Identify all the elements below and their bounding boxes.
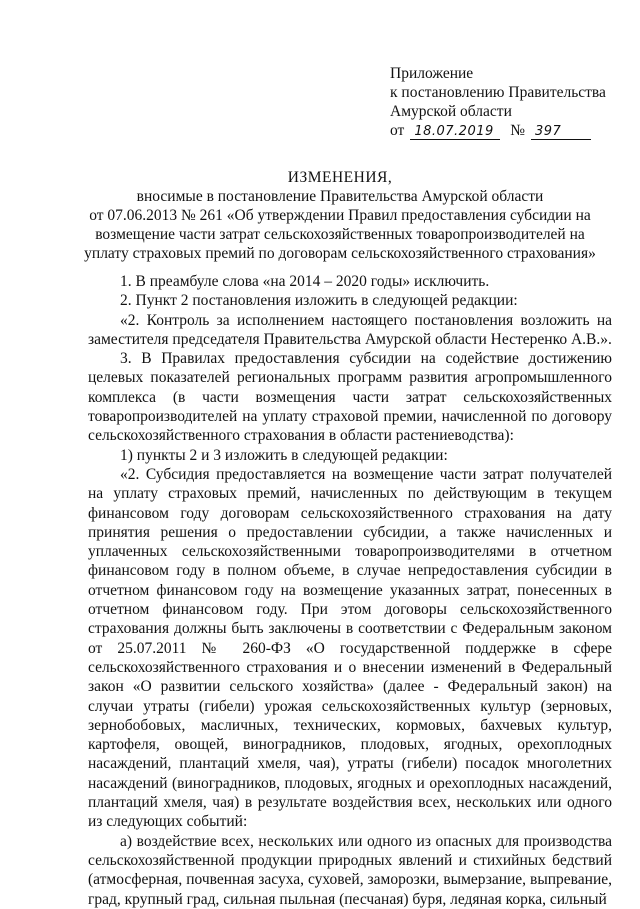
title-line-4: уплату страховых премий по договорам сельскохозяйственного страхования»	[84, 245, 596, 262]
paragraph-3: «2. Контроль за исполнением настоящего постановления возложить на заместителя председателя Правительства Амурской области Нестеренко А.В.».	[88, 311, 612, 348]
paragraph-5: 1) пункты 2 и 3 изложить в следующей редакции:	[120, 446, 448, 464]
appendix-reference: к постановлению Правительства	[390, 84, 606, 101]
from-label: от	[390, 122, 405, 139]
paragraph-7: а) воздействие всех, нескольких или одного из опасных для производства сельскохозяйственной продукции природных явлений и стихийных бедствий (атмосферная, почвенная засуха, суховей, заморозки, вымерзание, выпревание, град, крупный град, сильная пыльная (песчаная) буря, ледяная корка, сильный	[88, 832, 612, 908]
paragraph-2: 2. Пункт 2 постановления изложить в следующей редакции:	[120, 292, 518, 310]
appendix-region: Амурской области	[390, 103, 512, 120]
handwritten-date: 18.07.2019	[410, 125, 500, 140]
paragraph-6: «2. Субсидия предоставляется на возмещение части затрат получателей на уплату страховых премий, начисленных по действующим в текущем финансовом году договорам сельскохозяйственного страхования на дату принятия решения о предоставлении субсидии, а также начисленных и уплаченных сельскохозяйственными товаропроизводителями в отчетном финансовом году в полном объеме, в случае непредоставления субсидии в отчетном финансовом году на возмещение указанных затрат, понесенных в отчетном финансовом году. При этом договоры сельскохозяйственного страхования должны быть заключены в соответствии с Федеральным законом от 25.07.2011 № 260-ФЗ «О государственной поддержке в сфере сельскохозяйственного страхования и о внесении изменений в Федеральный закон «О развитии сельского хозяйства» (далее - Федеральный закон) на случаи утраты (гибели) урожая сельскохозяйственных культур (зерновых, зернобобовых, масличных, технических, кормовых, бахчевых культур, картофеля, овощей, виноградников, плодовых, ягодных, орехоплодных насаждений, плантаций хмеля, чая), утраты (гибели) посадок многолетних насаждений (виноградников, плодовых, ягодных и орехоплодных насаждений, плантаций хмеля, чая) в результате воздействия всех, нескольких или одного из следующих событий:	[88, 465, 612, 831]
document-heading: ИЗМЕНЕНИЯ,	[287, 169, 393, 186]
title-line-1: вносимые в постановление Правительства Амурской области	[136, 188, 544, 205]
title-line-2: от 07.06.2013 № 261 «Об утверждении Правил предоставления субсидии на	[89, 207, 591, 224]
handwritten-number: 397	[531, 125, 591, 140]
paragraph-1: 1. В преамбуле слова «на 2014 – 2020 годы» исключить.	[120, 273, 490, 290]
document-title-block	[60, 168, 620, 263]
number-sign: №	[510, 122, 525, 139]
appendix-title: Приложение	[390, 65, 474, 82]
appendix-date-number-line	[390, 121, 606, 140]
title-line-3: возмещение части затрат сельскохозяйственных товаропроизводителей на	[95, 226, 585, 243]
document-body	[88, 272, 612, 909]
paragraph-4: 3. В Правилах предоставления субсидии на содействие достижению целевых показателей региональных программ развития агропромышленного комплекса (в части возмещения части затрат сельскохозяйственных товаропроизводителей на уплату страховой премии, начисленной по договору сельскохозяйственного страхования в области растениеводства):	[88, 350, 612, 445]
appendix-header	[390, 64, 606, 140]
